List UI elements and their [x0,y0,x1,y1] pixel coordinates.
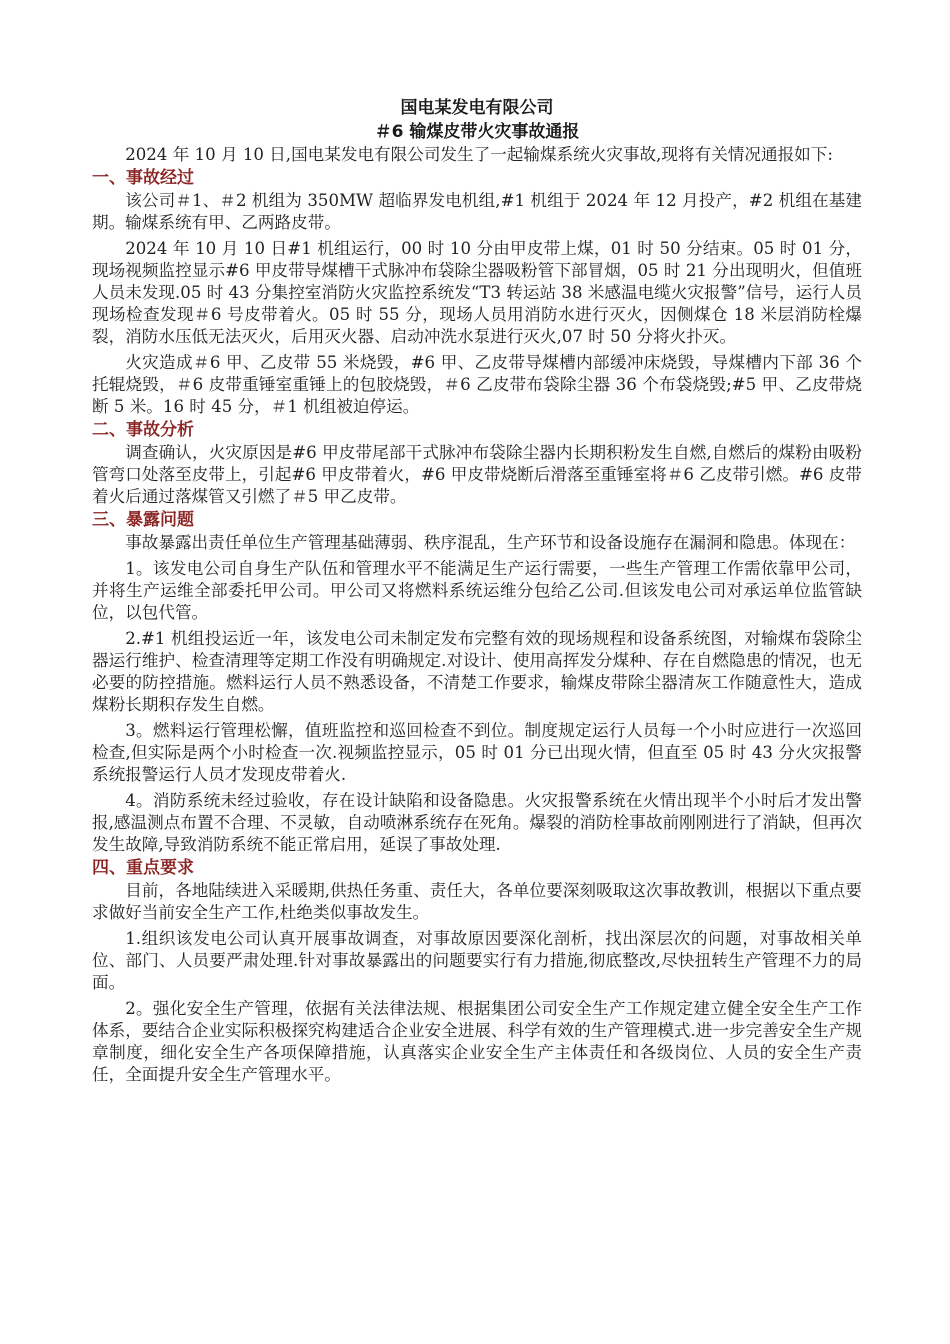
paragraph: 1。该发电公司自身生产队伍和管理水平不能满足生产运行需要，一些生产管理工作需依靠甲公司，并将生产运维全部委托甲公司。甲公司又将燃料系统运维分包给乙公司.但该发电公司对承运单位监管缺位，以包代管。 [92,559,862,622]
section-heading: 三、暴露问题 [92,510,194,530]
section-heading: 一、事故经过 [92,168,194,188]
document-page [92,96,862,1086]
paragraph: 2.#1 机组投运近一年，该发电公司未制定发布完整有效的现场规程和设备系统图，对输煤布袋除尘器运行维护、检查清理等定期工作没有明确规定.对设计、使用高挥发分煤种、存在自燃隐患的情况，也无必要的防控措施。燃料运行人员不熟悉设备，不清楚工作要求，输煤皮带除尘器清灰工作随意性大，造成煤粉长期积存发生自燃。 [92,629,862,714]
paragraph: 目前，各地陆续进入采暖期,供热任务重、责任大，各单位要深刻吸取这次事故教训，根据以下重点要求做好当前安全生产工作,杜绝类似事故发生。 [92,881,862,922]
paragraph: 3。燃料运行管理松懈，值班监控和巡回检查不到位。制度规定运行人员每一个小时应进行一次巡回检查,但实际是两个小时检查一次.视频监控显示，05 时 01 分已出现火情，但直至 05 时 43 分火灾报警系统报警运行人员才发现皮带着火. [92,721,862,784]
section-heading: 二、事故分析 [92,420,194,440]
paragraph: 调查确认，火灾原因是#6 甲皮带尾部干式脉冲布袋除尘器内长期积粉发生自燃,自燃后的煤粉由吸粉管弯口处落至皮带上，引起#6 甲皮带着火，#6 甲皮带烧断后滑落至重锤室将＃6 乙皮带引燃。#6 皮带着火后通过落煤管又引燃了＃5 甲乙皮带。 [92,443,862,506]
section-key-requirements [92,856,862,1086]
section-accident-analysis [92,418,862,508]
paragraph: 4。消防系统未经过验收，存在设计缺陷和设备隐患。火灾报警系统在火情出现半个小时后才发出警报,感温测点布置不合理、不灵敏，自动喷淋系统存在死角。爆裂的消防栓事故前刚刚进行了消缺，但再次发生故障,导致消防系统不能正常启用，延误了事故处理. [92,791,862,854]
paragraph: 火灾造成＃6 甲、乙皮带 55 米烧毁，#6 甲、乙皮带导煤槽内部缓冲床烧毁，导煤槽内下部 36 个托辊烧毁，＃6 皮带重锤室重锤上的包胶烧毁，＃6 乙皮带布袋除尘器 36 个布袋烧毁;#5 甲、乙皮带烧断 5 米。16 时 45 分，＃1 机组被迫停运。 [92,353,862,416]
paragraph: 该公司＃1、＃2 机组为 350MW 超临界发电机组,#1 机组于 2024 年 12 月投产，#2 机组在基建期。输煤系统有甲、乙两路皮带。 [92,191,862,232]
paragraph: 2024 年 10 月 10 日#1 机组运行，00 时 10 分由甲皮带上煤，01 时 50 分结束。05 时 01 分，现场视频监控显示#6 甲皮带导煤槽干式脉冲布袋除尘器吸粉管下部冒烟，05 时 21 分出现明火，但值班人员未发现.05 时 43 分集控室消防火灾监控系统发“T3 转运站 38 米感温电缆火灾报警”信号，运行人员现场检查发现＃6 号皮带着火。05 时 55 分，现场人员用消防水进行灭火，因侧煤仓 18 米层消防栓爆裂，消防水压低无法灭火，后用灭火器、启动冲洗水泵进行灭火,07 时 50 分将火扑灭。 [92,239,862,346]
paragraph: 1.组织该发电公司认真开展事故调查，对事故原因要深化剖析，找出深层次的问题，对事故相关单位、部门、人员要严肃处理.针对事故暴露出的问题要实行有力措施,彻底整改,尽快扭转生产管理不力的局面。 [92,929,862,992]
paragraph: 事故暴露出责任单位生产管理基础薄弱、秩序混乱，生产环节和设备设施存在漏洞和隐患。体现在： [125,533,856,552]
intro-paragraph: 2024 年 10 月 10 日,国电某发电有限公司发生了一起输煤系统火灾事故,现将有关情况通报如下: [125,145,833,164]
section-heading: 四、重点要求 [92,858,194,878]
paragraph: 2。强化安全生产管理，依据有关法律法规、根据集团公司安全生产工作规定建立健全安全生产工作体系，要结合企业实际积极探究构建适合企业安全进展、科学有效的生产管理模式.进一步完善安全生产规章制度，细化安全生产各项保障措施，认真落实企业安全生产主体责任和各级岗位、人员的安全生产责任，全面提升安全生产管理水平。 [92,999,862,1084]
company-name: 国电某发电有限公司 [400,98,554,118]
section-accident-process [92,166,862,418]
section-exposed-problems [92,508,862,856]
document-title: ＃6 输煤皮带火灾事故通报 [374,122,580,142]
